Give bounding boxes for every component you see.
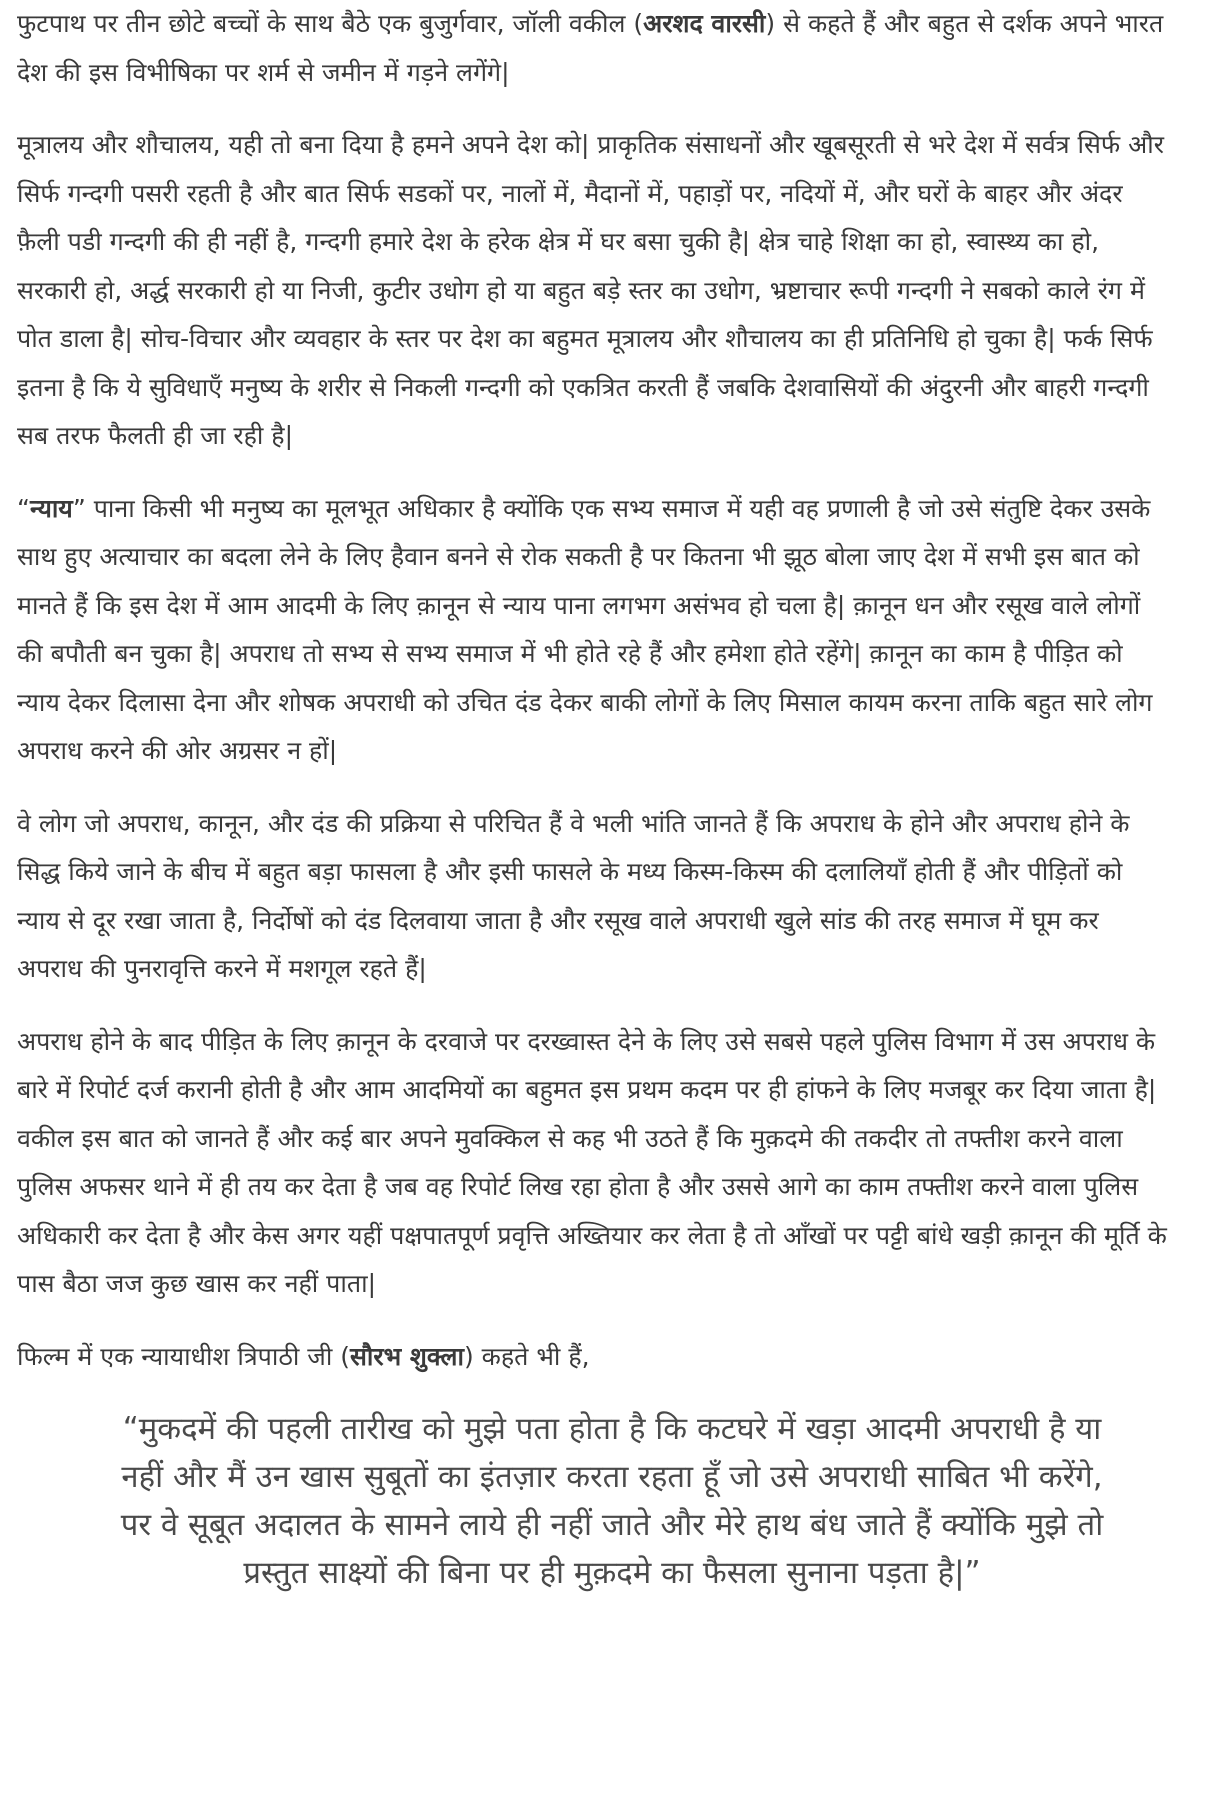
paragraph-1 bbox=[17, 0, 1167, 97]
paragraph-6-text-c: ) कहते भी हैं, bbox=[463, 1341, 590, 1371]
paragraph-1-text-a: फुटपाथ पर तीन छोटे बच्चों के साथ बैठे एक बुजुर्गवार, जॉली वकील ( bbox=[17, 9, 644, 38]
actor-name-saurabh-shukla: सौरभ शुक्ला bbox=[350, 1341, 464, 1371]
judge-quote: “मुकदमें की पहली तारीख को मुझे पता होता है कि कटघरे में खड़ा आदमी अपराधी है या नहीं और मैं उन खास सुबूतों का इंतज़ार करता रहता हूँ जो उसे अपराधी साबित भी करेंगे, पर वे सूबूत अदालत के सामने लाये ही नहीं जाते और मेरे हाथ बंध जाते हैं क्योंकि मुझे तो प्रस्तुत साक्ष्यों की बिना पर ही मुक़दमे का फैसला सुनाना पड़ता है|” bbox=[120, 1411, 1104, 1591]
paragraph-3-text-c: ” पाना किसी भी मनुष्य का मूलभूत अधिकार है क्योंकि एक सभ्य समाज में यही वह प्रणाली है जो उसे संतुष्टि देकर उसके साथ हुए अत्याचार का बदला लेने के लिए हैवान बनने से रोक सकती है पर कितना भी झूठ बोला जाए देश में सभी इस बात को मानते हैं कि इस देश में आम आदमी के लिए क़ानून से न्याय पाना लगभग असंभव हो चला है| क़ानून धन और रसूख वाले लोगों की बपौती बन चुका है| अपराध तो सभ्य से सभ्य समाज में भी होते रहे हैं और हमेशा होते रहेंगे| क़ानून का काम है पीड़ित को न्याय देकर दिलासा देना और शोषक अपराधी को उचित दंड देकर बाकी लोगों के लिए मिसाल कायम करना ताकि बहुत सारे लोग अपराध करने की ओर अग्रसर न हों| bbox=[17, 493, 1153, 765]
actor-name-arshad-warsi: अरशद वारसी bbox=[643, 9, 766, 38]
paragraph-6 bbox=[17, 1333, 1167, 1382]
paragraph-1-text-c: ) से कहते हैं और बहुत से दर्शक अपने भारत देश की इस विभीषिका पर शर्म से जमीन में गड़ने लगेंगे| bbox=[17, 9, 1164, 87]
paragraph-5: अपराध होने के बाद पीड़ित के लिए क़ानून के दरवाजे पर दरख्वास्त देने के लिए उसे सबसे पहले पुलिस विभाग में उस अपराध के बारे में रिपोर्ट दर्ज करानी होती है और आम आदमियों का बहुमत इस प्रथम कदम पर ही हांफने के लिए मजबूर कर दिया जाता है| वकील इस बात को जानते हैं और कई बार अपने मुवक्किल से कह भी उठते हैं कि मुक़दमे की तकदीर तो तफ्तीश करने वाला पुलिस अफसर थाने में ही तय कर देता है जब वह रिपोर्ट लिख रहा होता है और उससे आगे का काम तफ्तीश करने वाला पुलिस अधिकारी कर देता है और केस अगर यहीं पक्षपातपूर्ण प्रवृत्ति अख्तियार कर लेता है तो आँखों पर पट्टी बांधे खड़ी क़ानून की मूर्ति के पास बैठा जज कुछ खास कर नहीं पाता| bbox=[17, 1026, 1167, 1298]
paragraph-2: मूत्रालय और शौचालय, यही तो बना दिया है हमने अपने देश को| प्राकृतिक संसाधनों और खूबसूरती से भरे देश में सर्वत्र सिर्फ और सिर्फ गन्दगी पसरी रहती है और बात सिर्फ सडकों पर, नालों में, मैदानों में, पहाड़ों पर, नदियों में, और घरों के बाहर और अंदर फ़ैली पडी गन्दगी की ही नहीं है, गन्दगी हमारे देश के हरेक क्षेत्र में घर बसा चुकी है| क्षेत्र चाहे शिक्षा का हो, स्वास्थ्य का हो, सरकारी हो, अर्द्ध सरकारी हो या निजी, कुटीर उधोग हो या बहुत बड़े स्तर का उधोग, भ्रष्टाचार रूपी गन्दगी ने सबको काले रंग में पोत डाला है| सोच-विचार और व्यवहार के स्तर पर देश का बहुमत मूत्रालय और शौचालय का ही प्रतिनिधि हो चुका है| फर्क सिर्फ इतना है कि ये सुविधाएँ मनुष्य के शरीर से निकली गन्दगी को एकत्रित करती हैं जबकि देशवासियों की अंदुरनी और बाहरी गन्दगी सब तरफ फैलती ही जा रही है| bbox=[17, 130, 1164, 450]
open-quote: “ bbox=[17, 493, 30, 523]
nyay-term: न्याय bbox=[29, 493, 73, 523]
paragraph-4: वे लोग जो अपराध, कानून, और दंड की प्रक्रिया से परिचित हैं वे भली भांति जानते हैं कि अपराध के होने और अपराध होने के सिद्ध किये जाने के बीच में बहुत बड़ा फासला है और इसी फासले के मध्य किस्म-किस्म की दलालियाँ होती हैं और पीड़ितों को न्याय से दूर रखा जाता है, निर्दोषों को दंड दिलवाया जाता है और रसूख वाले अपराधी खुले सांड की तरह समाज में घूम कर अपराध की पुनरावृत्ति करने में मशगूल रहते हैं| bbox=[17, 808, 1130, 983]
paragraph-6-text-a: फिल्म में एक न्यायाधीश त्रिपाठी जी ( bbox=[17, 1341, 351, 1371]
paragraph-3 bbox=[17, 485, 1167, 776]
